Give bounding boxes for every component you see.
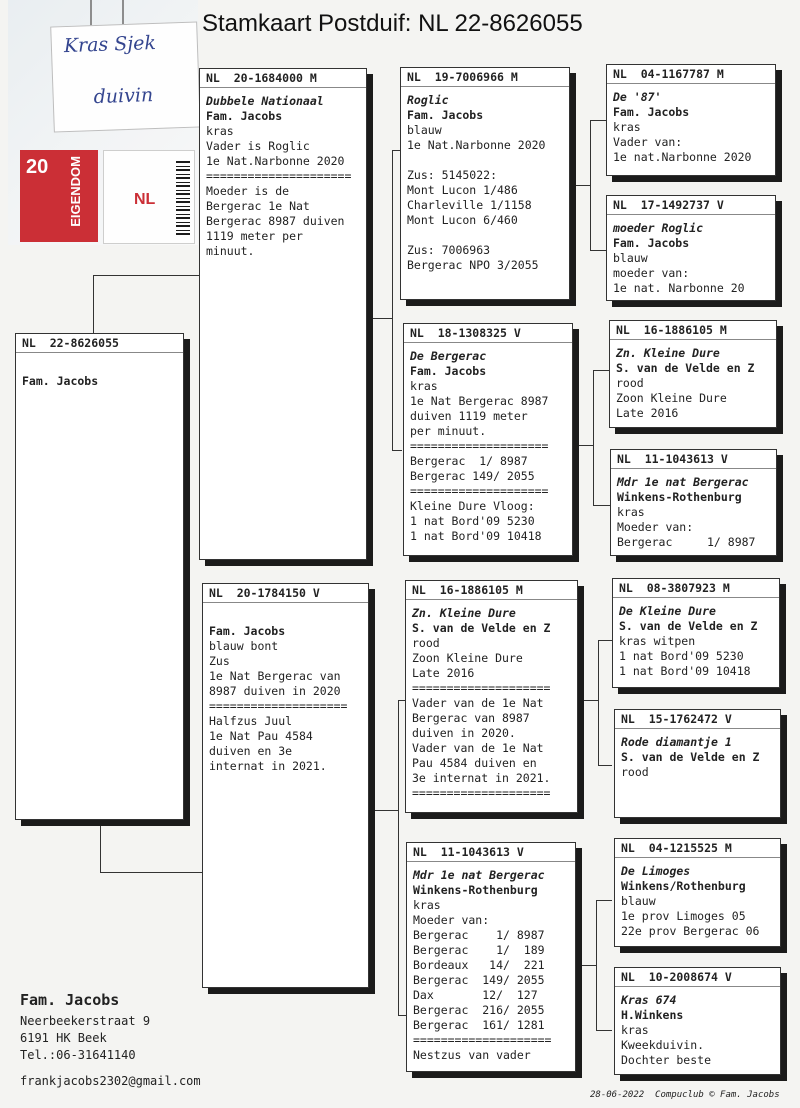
card-line: 1 nat Bord'09 10418 [410,529,542,543]
owner-name: Fam. Jacobs [22,374,99,388]
ring-number: NL 10-2008674 V [615,970,780,987]
connector [593,370,594,505]
card-line: Zus [209,654,230,668]
breeder-name: Fam. Jacobs [206,109,283,123]
card-line: Late 2016 [616,406,679,420]
card-mmm [614,967,781,1075]
pigeon-name: Mdr 1e nat Bergerac [413,868,545,882]
card-line: Vader van: [613,135,683,149]
card-line: Kweekduivin. [621,1038,705,1052]
pigeon-name: De Limoges [621,864,691,878]
card-lines [616,376,770,421]
connector [366,318,392,319]
card-lines [621,1023,774,1068]
pigeon-name: Dubbele Nationaal [206,94,324,108]
card-lines [619,634,773,679]
owner-city: 6191 HK Beek [20,1031,107,1045]
card-line: ==================== [413,1033,552,1047]
card-line: duiven in 2020. [412,726,516,740]
card-line: per minuut. [410,424,487,438]
card-line: ===================== [206,169,352,183]
card-ffm [606,195,776,301]
breeder-name: Fam. Jacobs [613,236,690,250]
card-lines [621,765,774,780]
barcode-icon [176,159,190,235]
ring-tag-sticker [8,0,198,245]
ring-number: NL 15-1762472 V [615,712,780,729]
breeder-name: Fam. Jacobs [209,624,286,638]
pigeon-name: Kras 674 [621,993,677,1007]
card-line: kras [617,505,645,519]
card-line: moeder van: [613,266,690,280]
ring-number: NL 16-1886105 M [406,583,577,600]
card-lines [410,379,566,544]
connector [93,275,94,335]
card-line [407,228,563,243]
card-line: Pau 4584 duiven en [412,756,537,770]
ring-number: NL 04-1167787 M [607,67,775,84]
card-line: 1e Nat Bergerac 8987 [410,394,549,408]
card-line: Zoon Kleine Dure [616,391,727,405]
connector [598,765,612,766]
card-line: Bordeaux 14/ 221 [413,958,545,972]
owner-street: Neerbeekerstraat 9 [20,1014,151,1028]
card-line: duiven 1119 meter [410,409,528,423]
card-line: 1e Nat Bergerac van [209,669,341,683]
card-line: ==================== [209,699,348,713]
connector [590,120,591,250]
card-line: blauw [613,251,648,265]
page-title: Stamkaart Postduif: NL 22-8626055 [202,10,583,37]
card-line: Bergerac van 8987 [412,711,530,725]
breeder-name: S. van de Velde en Z [621,750,760,764]
card-line: Dochter beste [621,1053,712,1067]
card-line: Moeder van: [413,913,490,927]
tag-word: EIGENDOM [68,156,83,227]
connector [576,965,596,966]
card-mother-mother [406,842,576,1072]
card-line: Zus: 5145022: [407,168,498,182]
tag-label [103,150,195,244]
card-line: Vader van de 1e Nat [412,741,544,755]
tag-year: 20 [26,156,49,178]
breeder-name: Fam. Jacobs [407,108,484,122]
connector [100,872,203,873]
ring-number: NL 17-1492737 V [607,198,775,215]
card-line: Kleine Dure Vloog: [410,499,535,513]
card-line: Bergerac 216/ 2055 [413,1003,545,1017]
card-line: 1 nat Bord'09 5230 [619,649,744,663]
card-line: kras [413,898,441,912]
pigeon-name: De Kleine Dure [619,604,716,618]
connector [596,900,597,1030]
card-line: ==================== [410,439,549,453]
card-line: kras [410,379,438,393]
card-line: Bergerac 8987 duiven [206,214,345,228]
ring-number: NL 22-8626055 [16,336,183,353]
connector [598,640,599,765]
card-line: 1e nat. Narbonne 20 [613,281,745,295]
breeder-name: H.Winkens [621,1008,684,1022]
card-line: Zoon Kleine Dure [412,651,523,665]
pigeon-name: Roglic [407,93,449,107]
card-line: Late 2016 [412,666,475,680]
card-line: Bergerac 1/ 8987 [410,454,528,468]
pigeon-name: De '87' [613,90,662,104]
handwritten-note [50,21,201,132]
card-line: 1e Nat.Narbonne 2020 [206,154,345,168]
card-lines [407,123,563,273]
handwritten-line-2: duivin [93,84,154,109]
ring-number: NL 20-1684000 M [200,71,366,88]
owner-name: Fam. Jacobs [20,991,120,1009]
footer-credit: 28-06-2022 Compuclub © Fam. Jacobs [590,1090,780,1100]
card-lines [621,894,774,939]
pigeon-name [209,609,362,624]
card-line: Halfzus Juul [209,714,293,728]
card-line: internat in 2021. [209,759,327,773]
card-line: kras witpen [619,634,696,648]
card-fmm [610,449,777,556]
connector [100,820,101,872]
card-line: kras [613,120,641,134]
connector [570,185,590,186]
connector [596,1030,612,1031]
card-lines [206,124,360,259]
card-line: duiven en 3e [209,744,293,758]
card-subject [15,333,184,820]
connector [366,810,398,811]
pigeon-name: Zn. Kleine Dure [412,606,516,620]
card-lines [209,639,362,774]
card-line: 3e internat in 2021. [412,771,551,785]
breeder-name: Winkens/Rothenburg [621,879,746,893]
card-line: Bergerac 149/ 2055 [410,469,535,483]
card-lines [412,636,571,801]
card-line: Bergerac 1/ 189 [413,943,545,957]
card-line: 1e Nat.Narbonne 2020 [407,138,546,152]
card-line: Vader is Roglic [206,139,310,153]
card-lines [413,898,569,1063]
card-line: Bergerac 149/ 2055 [413,973,545,987]
card-line [22,359,177,374]
card-line: 22e prov Bergerac 06 [621,924,760,938]
connector [93,275,203,276]
pigeon-name: Rode diamantje 1 [621,735,732,749]
connector [596,900,612,901]
card-father-father [400,67,570,300]
owner-phone: Tel.:06-31641140 [20,1048,136,1062]
connector [398,700,399,1015]
ring-number: NL 08-3807923 M [613,581,779,598]
card-line: rood [621,765,649,779]
card-line: 8987 duiven in 2020 [209,684,341,698]
handwritten-line-1: Kras Sjek [63,31,157,58]
card-mfm [614,709,781,818]
ring-number: NL 16-1886105 M [610,323,776,340]
card-line: kras [206,124,234,138]
owner-email[interactable]: frankjacobs2302@gmail.com [20,1074,201,1088]
connector [392,450,402,451]
breeder-name: Fam. Jacobs [613,105,690,119]
card-line: rood [412,636,440,650]
card-line: 1 nat Bord'09 5230 [410,514,535,528]
card-line: Charleville 1/1158 [407,198,532,212]
breeder-name: Winkens-Rothenburg [413,883,538,897]
breeder-name: S. van de Velde en Z [619,619,758,633]
card-line: Bergerac NPO 3/2055 [407,258,539,272]
card-line: Mont Lucon 1/486 [407,183,518,197]
connector [392,150,393,450]
card-line: ==================== [412,786,551,800]
card-line [407,153,563,168]
card-mother-father [405,580,578,813]
ring-number: NL 18-1308325 V [404,326,572,343]
breeder-name: Winkens-Rothenburg [617,490,742,504]
card-line: Vader van de 1e Nat [412,696,544,710]
pigeon-name: moeder Roglic [613,221,704,235]
card-mother [202,583,369,988]
card-line: 1e nat.Narbonne 2020 [613,150,752,164]
card-line: Bergerac 1/ 8987 [617,535,756,549]
ring-number: NL 04-1215525 M [615,841,780,858]
connector [573,445,593,446]
card-line: ==================== [412,681,551,695]
card-line: ==================== [410,484,549,498]
pigeon-name: De Bergerac [410,349,487,363]
pigeon-name: Mdr 1e nat Bergerac [617,475,749,489]
breeder-name: S. van de Velde en Z [616,361,755,375]
card-line: 1119 meter per [206,229,303,243]
breeder-name: Fam. Jacobs [410,364,487,378]
card-line: Moeder is de [206,184,290,198]
card-line: 1e Nat Pau 4584 [209,729,313,743]
card-lines [617,505,770,550]
card-line: kras [621,1023,649,1037]
card-line: Zus: 7006963 [407,243,491,257]
card-line: Bergerac 1/ 8987 [413,928,545,942]
card-line: 1e prov Limoges 05 [621,909,746,923]
card-line: Moeder van: [617,520,694,534]
card-father-mother [403,323,573,556]
ring-number: NL 11-1043613 V [407,845,575,862]
pigeon-name: Zn. Kleine Dure [616,346,720,360]
connector [598,640,612,641]
card-line: Dax 12/ 127 [413,988,538,1002]
card-line: minuut. [206,244,255,258]
card-fff [606,64,776,176]
card-lines [613,120,769,165]
breeder-name: S. van de Velde en Z [412,621,551,635]
card-mmf [614,838,781,947]
card-father [199,68,367,560]
ring-number: NL 20-1784150 V [203,586,368,603]
card-line: Nestzus van vader [413,1048,531,1062]
card-line: Bergerac 1e Nat [206,199,310,213]
ownership-tag [20,150,98,242]
connector [593,505,611,506]
tag-country: NL [134,191,156,208]
card-line: 1 nat Bord'09 10418 [619,664,751,678]
card-line: rood [616,376,644,390]
connector [578,700,598,701]
card-mff [612,578,780,688]
owner-contact [20,992,150,1064]
ring-number: NL 11-1043613 V [611,452,776,469]
card-line: blauw [621,894,656,908]
card-lines [613,251,769,296]
card-line: Mont Lucon 6/460 [407,213,518,227]
ring-number: NL 19-7006966 M [401,70,569,87]
card-line: blauw [407,123,442,137]
card-line: Bergerac 161/ 1281 [413,1018,545,1032]
card-line: blauw bont [209,639,279,653]
card-fmf [609,320,777,428]
